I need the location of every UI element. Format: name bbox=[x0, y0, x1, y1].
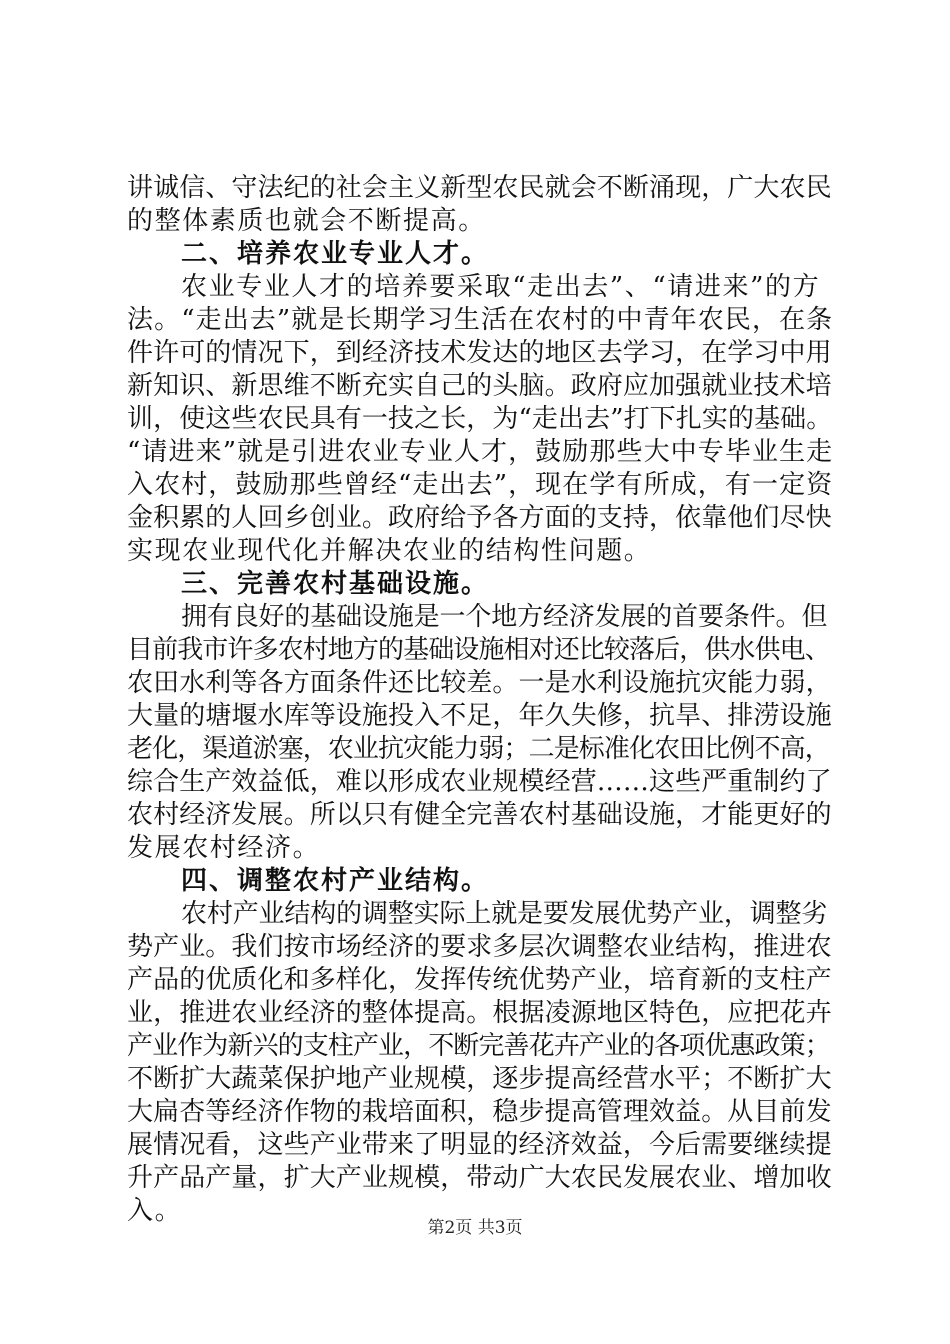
text-line: 法。“走出去”就是长期学习生活在农村的中青年农民，在条 bbox=[127, 305, 834, 335]
document-body bbox=[127, 172, 833, 1228]
text-line: 大量的塘堰水库等设施投入不足，年久失修，抗旱、排涝设施 bbox=[127, 701, 832, 731]
page-number-footer: 第2页 共3页 bbox=[427, 1218, 523, 1238]
text-line: 金积累的人回乡创业。政府给予各方面的支持，依靠他们尽快 bbox=[127, 503, 832, 533]
text-line: 入。 bbox=[127, 1196, 183, 1226]
text-line: 老化，渠道淤塞，农业抗灾能力弱；二是标准化农田比例不高， bbox=[127, 734, 830, 764]
text-line: 农村产业结构的调整实际上就是要发展优势产业，调整劣 bbox=[181, 899, 828, 929]
text-line: 势产业。我们按市场经济的要求多层次调整农业结构，推进农 bbox=[127, 932, 832, 962]
text-line: 的整体素质也就会不断提高。 bbox=[127, 206, 486, 236]
text-line: 新知识、新思维不断充实自己的头脑。政府应加强就业技术培 bbox=[127, 371, 832, 401]
text-line: 件许可的情况下，到经济技术发达的地区去学习，在学习中用 bbox=[127, 338, 832, 368]
text-line: 综合生产效益低，难以形成农业规模经营……这些严重制约了 bbox=[127, 767, 832, 797]
text-line: 训，使这些农民具有一技之长，为“走出去”打下扎实的基础。 bbox=[127, 404, 833, 434]
text-line: 产业作为新兴的支柱产业，不断完善花卉产业的各项优惠政策； bbox=[127, 1031, 830, 1061]
text-line: 拥有良好的基础设施是一个地方经济发展的首要条件。但 bbox=[181, 602, 828, 632]
text-line: 实现农业现代化并解决农业的结构性问题。 bbox=[127, 536, 652, 566]
text-line: 大扁杏等经济作物的栽培面积，稳步提高管理效益。从目前发 bbox=[127, 1097, 832, 1127]
text-line: “请进来”就是引进农业专业人才，鼓励那些大中专毕业生走 bbox=[127, 437, 834, 467]
text-line: 农田水利等各方面条件还比较差。一是水利设施抗灾能力弱， bbox=[127, 668, 832, 698]
text-line: 产品的优质化和多样化，发挥传统优势产业，培育新的支柱产 bbox=[127, 965, 832, 995]
text-line: 发展农村经济。 bbox=[127, 833, 321, 863]
text-line: 展情况看，这些产业带来了明显的经济效益，今后需要继续提 bbox=[127, 1130, 832, 1160]
text-line: 目前我市许多农村地方的基础设施相对还比较落后，供水供电、 bbox=[127, 635, 830, 665]
section-heading: 四、调整农村产业结构。 bbox=[181, 866, 490, 896]
text-line: 农村经济发展。所以只有健全完善农村基础设施，才能更好的 bbox=[127, 800, 832, 830]
text-line: 讲诚信、守法纪的社会主义新型农民就会不断涌现，广大农民 bbox=[127, 173, 832, 203]
section-heading: 三、完善农村基础设施。 bbox=[181, 569, 490, 599]
text-line: 农业专业人才的培养要采取“走出去”、“请进来”的方 bbox=[181, 272, 821, 302]
text-line: 业，推进农业经济的整体提高。根据凌源地区特色，应把花卉 bbox=[127, 998, 832, 1028]
text-line: 不断扩大蔬菜保护地产业规模，逐步提高经营水平；不断扩大 bbox=[127, 1064, 832, 1094]
section-heading: 二、培养农业专业人才。 bbox=[181, 239, 490, 269]
text-line: 入农村，鼓励那些曾经“走出去”，现在学有所成，有一定资 bbox=[127, 470, 834, 500]
text-line: 升产品产量，扩大产业规模，带动广大农民发展农业、增加收 bbox=[127, 1163, 832, 1193]
